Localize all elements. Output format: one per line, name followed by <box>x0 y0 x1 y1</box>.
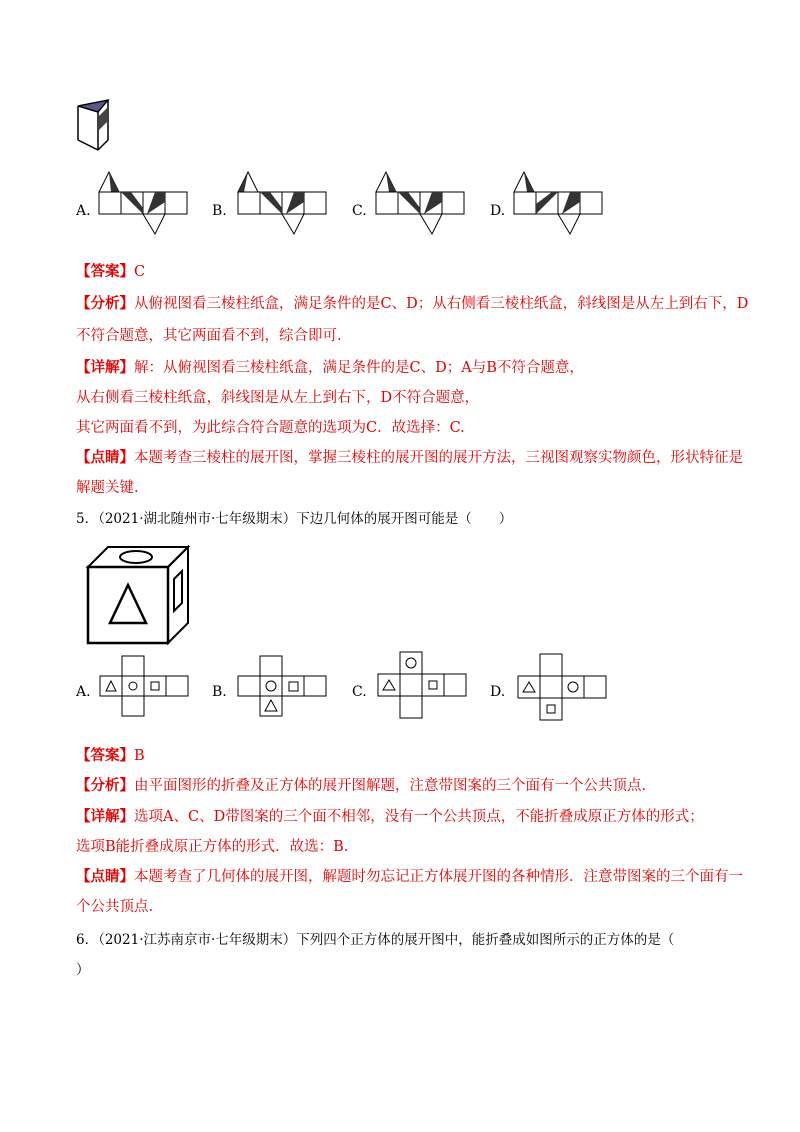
detail-tag: 【详解】 <box>76 808 134 825</box>
q5-detail-1 <box>76 807 704 827</box>
analysis-text: 由平面图形的折叠及正方体的展开图解题，注意带图案的三个面有一个公共顶点. <box>134 778 647 794</box>
q5-analysis <box>76 776 646 796</box>
detail-text: 解：从俯视图看三棱柱纸盒，满足条件的是C、D；A与B不符合题意， <box>134 360 584 376</box>
q5-option-d-label[interactable]: D. <box>490 684 506 700</box>
comment-tag: 【点睛】 <box>76 449 134 466</box>
analysis-tag: 【分析】 <box>76 295 134 312</box>
q4-answer <box>76 262 145 282</box>
q5-option-a-net[interactable] <box>100 654 200 724</box>
q5-option-b-label[interactable]: B. <box>212 684 227 700</box>
q5-comment-2: 个公共顶点. <box>76 899 154 915</box>
q4-option-c-net[interactable] <box>374 168 464 238</box>
q5-option-d-net[interactable] <box>518 654 618 726</box>
q6-stem-tail: ） <box>76 962 90 978</box>
q5-stem: 5．（2021·湖北随州市·七年级期末）下边几何体的展开图可能是（ ） <box>76 511 513 527</box>
analysis-tag: 【分析】 <box>76 777 134 794</box>
detail-tag: 【详解】 <box>76 359 134 376</box>
q4-analysis-1 <box>76 294 748 314</box>
q4-comment-1 <box>76 448 743 468</box>
q5-answer <box>76 746 145 766</box>
comment-text: 本题考查三棱柱的展开图，掌握三棱柱的展开图的展开方法，三视图观察实物颜色，形状特征是 <box>134 450 743 466</box>
answer-value: C <box>134 264 146 280</box>
q5-option-c-label[interactable]: C. <box>352 684 367 700</box>
q6-stem: 6．（2021·江苏南京市·七年级期末）下列四个正方体的展开图中，能折叠成如图所示的正方体的是（ <box>76 932 675 948</box>
q4-detail-1 <box>76 358 584 378</box>
q4-option-d-net[interactable] <box>512 168 602 238</box>
q4-option-b-label[interactable]: B. <box>212 203 227 219</box>
q4-option-a-net[interactable] <box>97 168 187 238</box>
answer-tag: 【答案】 <box>76 263 134 280</box>
comment-tag: 【点睛】 <box>76 868 134 885</box>
q4-comment-2: 解题关键. <box>76 480 139 496</box>
q4-detail-3: 其它两面看不到，为此综合符合题意的选项为C．故选择：C. <box>76 420 465 436</box>
answer-tag: 【答案】 <box>76 747 134 764</box>
comment-text: 本题考查了几何体的展开图，解题时勿忘记正方体展开图的各种情形．注意带图案的三个面有一 <box>134 869 743 885</box>
q5-option-b-net[interactable] <box>238 654 338 724</box>
q5-option-a-label[interactable]: A. <box>76 684 91 700</box>
q5-option-c-net[interactable] <box>378 650 478 722</box>
prism-figure <box>78 98 118 158</box>
q5-comment-1 <box>76 867 743 887</box>
q4-option-b-net[interactable] <box>236 168 326 238</box>
q4-option-c-label[interactable]: C. <box>352 203 367 219</box>
detail-text: 选项A、C、D带图案的三个面不相邻，没有一个公共顶点，不能折叠成原正方体的形式； <box>134 809 704 825</box>
analysis-text: 从俯视图看三棱柱纸盒，满足条件的是C、D；从右侧看三棱柱纸盒，斜线图是从左上到右下，D <box>134 296 749 312</box>
answer-value: B <box>134 748 145 764</box>
q4-option-d-label[interactable]: D. <box>490 203 506 219</box>
q4-detail-2: 从右侧看三棱柱纸盒，斜线图是从左上到右下，D不符合题意， <box>76 390 480 406</box>
q5-detail-2: 选项B能折叠成原正方体的形式．故选：B. <box>76 839 349 855</box>
q4-option-a-label[interactable]: A. <box>76 203 91 219</box>
cube-figure <box>84 545 194 645</box>
q4-analysis-2: 不符合题意，其它两面看不到，综合即可. <box>76 328 342 344</box>
